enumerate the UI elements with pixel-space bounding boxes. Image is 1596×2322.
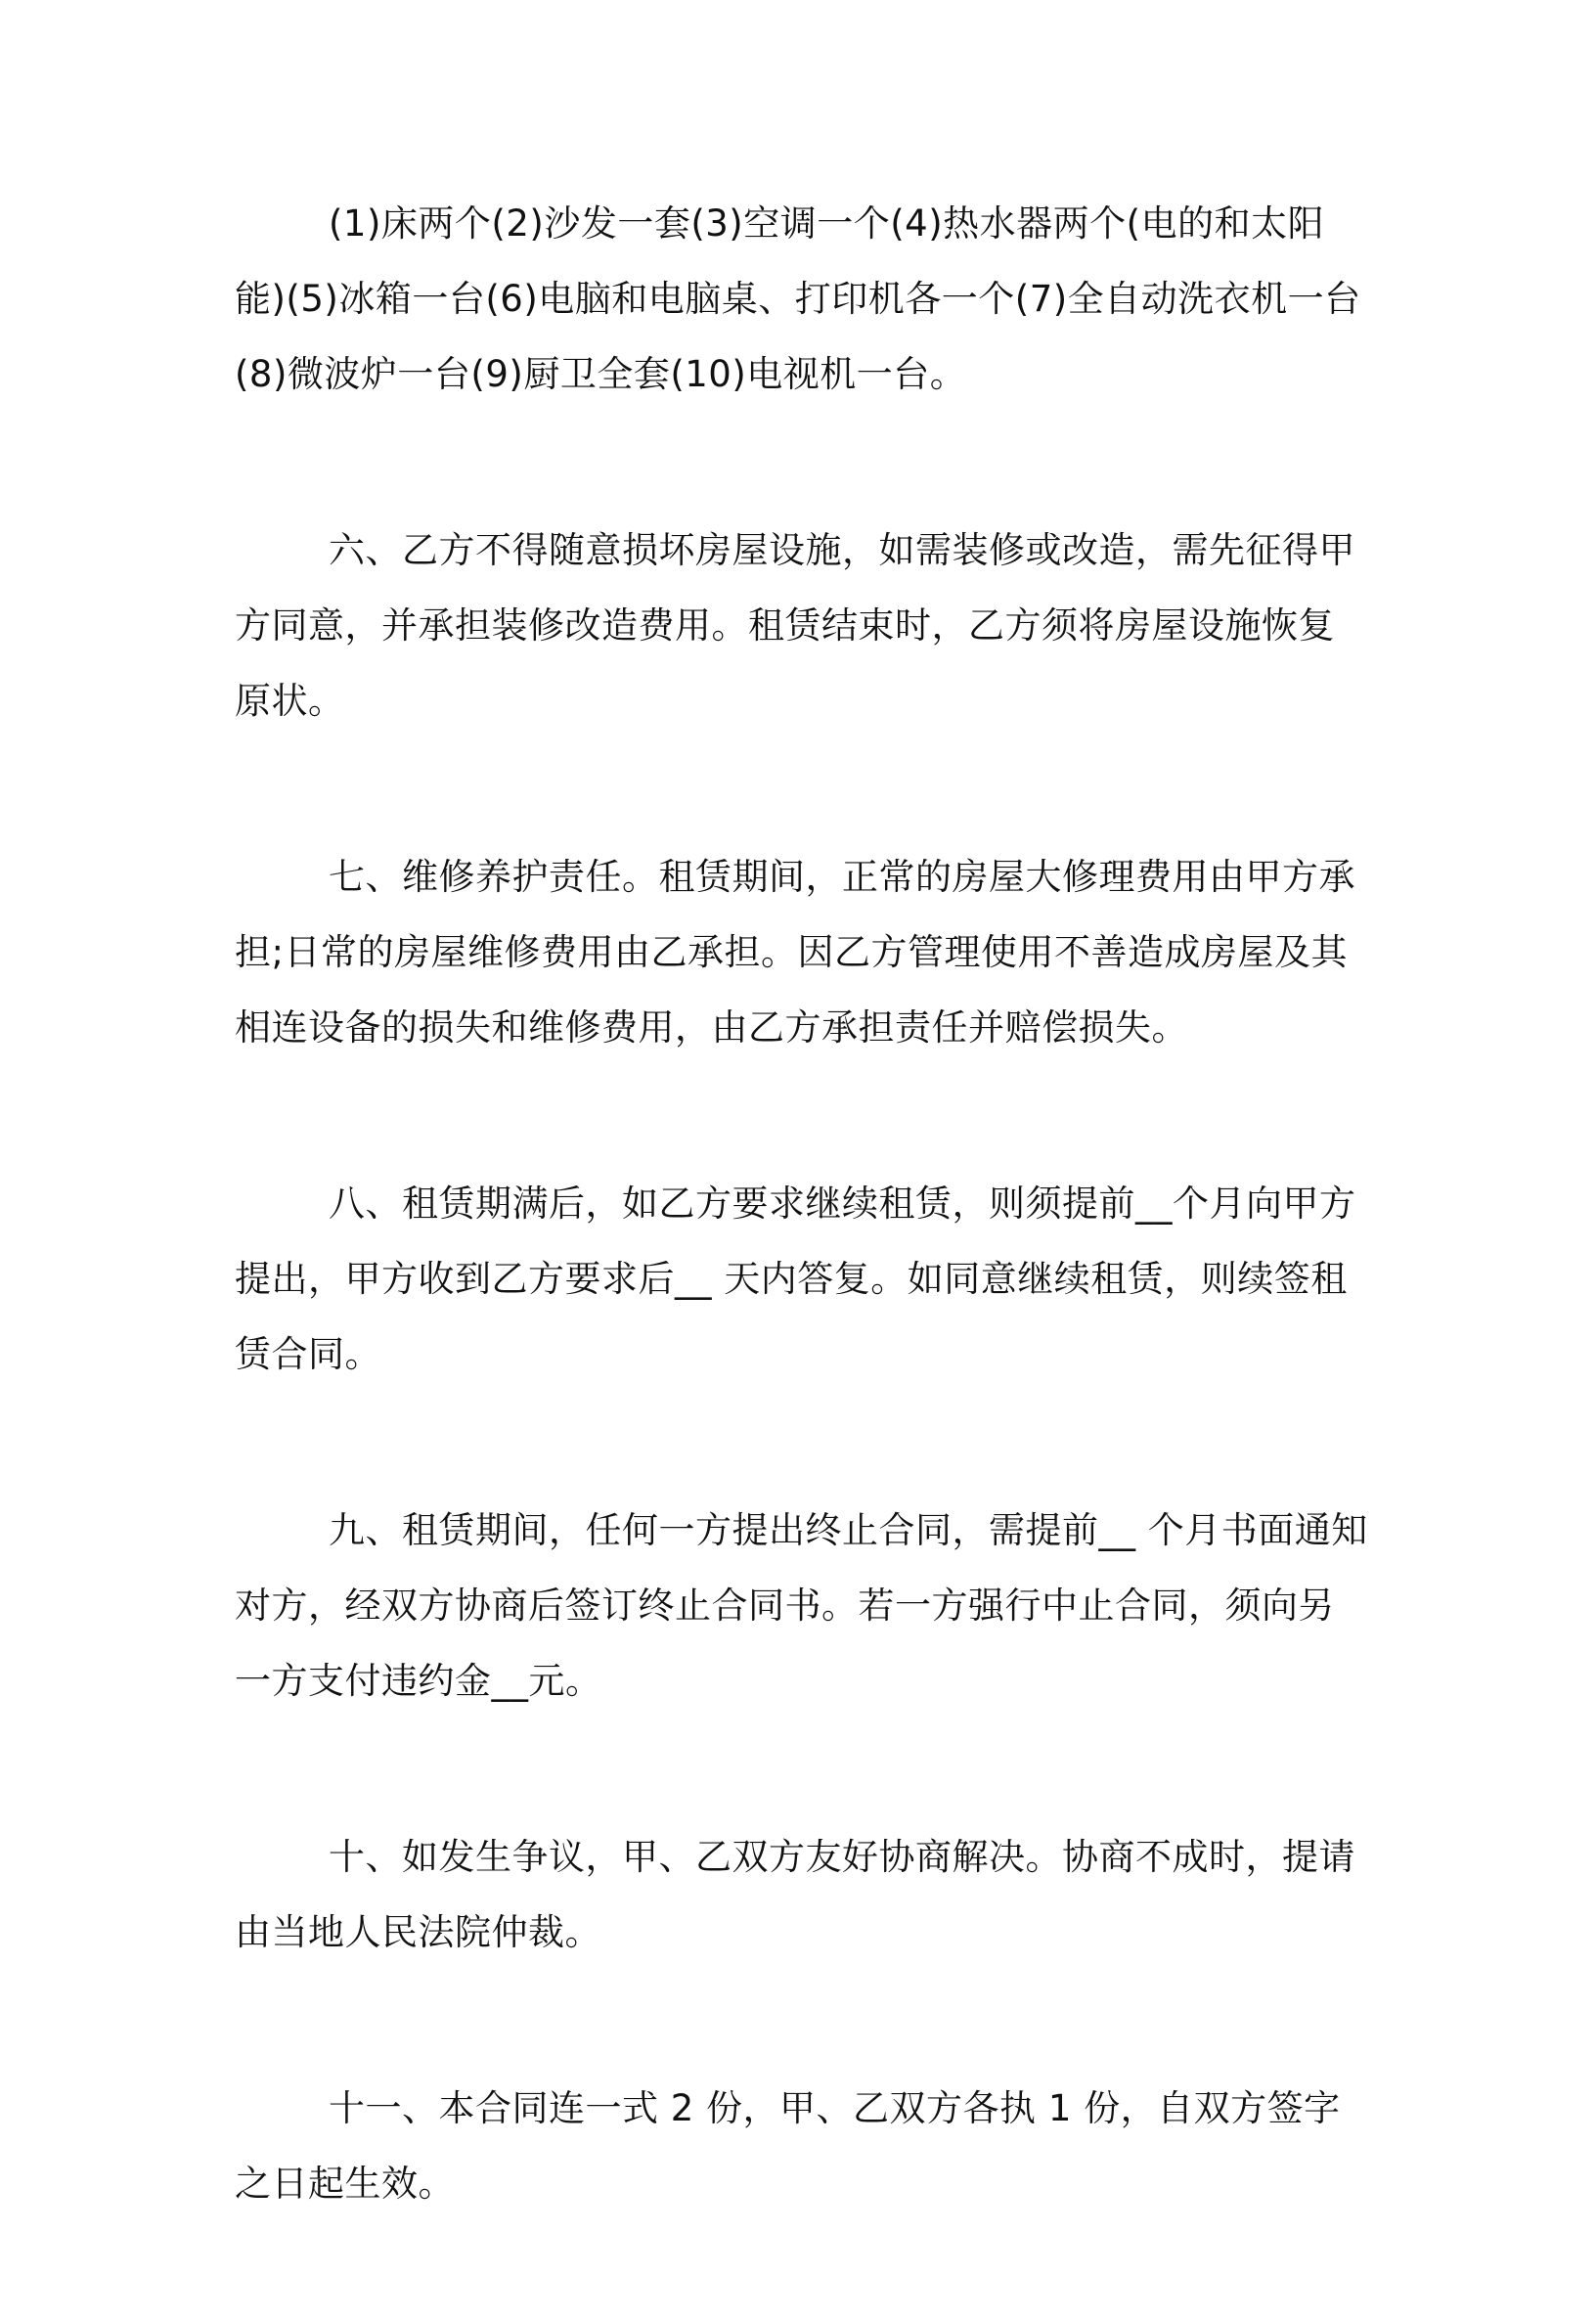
paragraph-clause-6: 六、乙方不得随意损坏房屋设施，如需装修或改造，需先征得甲方同意，并承担装修改造费用。租赁结束时，乙方须将房屋设施恢复原状。 [235, 529, 1355, 722]
paragraph-clause-8: 八、租赁期满后，如乙方要求继续租赁，则须提前__个月向甲方提出，甲方收到乙方要求后__ 天内答复。如同意继续租赁，则续签租赁合同。 [235, 1183, 1356, 1375]
contract-body [235, 186, 1369, 2322]
paragraph-clause-9: 九、租赁期间，任何一方提出终止合同，需提前__ 个月书面通知对方，经双方协商后签订终止合同书。若一方强行中止合同，须向另一方支付违约金__元。 [235, 1509, 1368, 1702]
paragraph-clause-10: 十、如发生争议，甲、乙双方友好协商解决。协商不成时，提请由当地人民法院仲裁。 [235, 1836, 1355, 1953]
paragraph-furniture-list: (1)床两个(2)沙发一套(3)空调一个(4)热水器两个(电的和太阳能)(5)冰箱一台(6)电脑和电脑桌、打印机各一个(7)全自动洗衣机一台(8)微波炉一台(9)厨卫全套(10)电视机一台。 [235, 202, 1361, 395]
paragraph-clause-11: 十一、本合同连一式 2 份，甲、乙双方各执 1 份，自双方签字之日起生效。 [235, 2087, 1341, 2205]
paragraph-clause-7: 七、维修养护责任。租赁期间，正常的房屋大修理费用由甲方承担;日常的房屋维修费用由乙承担。因乙方管理使用不善造成房屋及其相连设备的损失和维修费用，由乙方承担责任并赔偿损失。 [235, 856, 1355, 1049]
